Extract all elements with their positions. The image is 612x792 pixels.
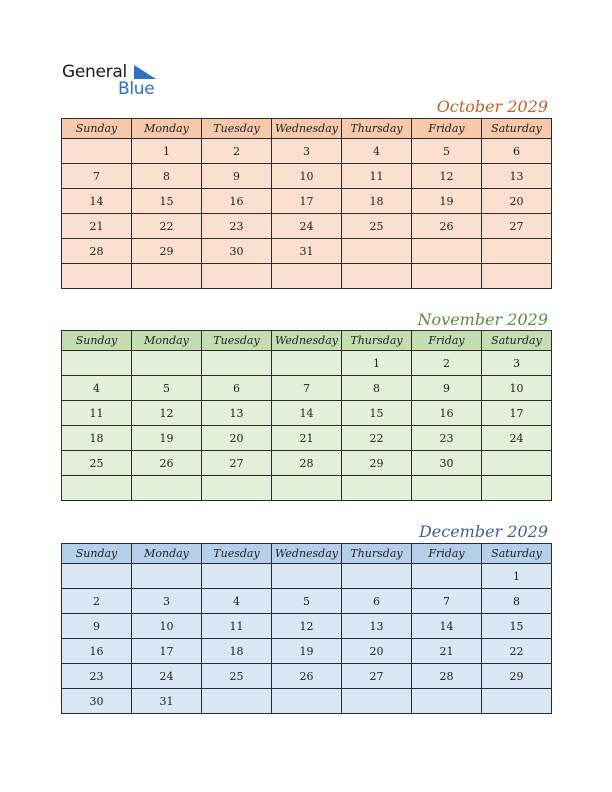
- day-cell: 28: [272, 451, 342, 476]
- day-cell: [482, 264, 552, 289]
- day-cell: [272, 476, 342, 501]
- month-grid: [61, 543, 552, 714]
- day-cell: [412, 239, 482, 264]
- day-cell: 15: [482, 614, 552, 639]
- day-cell: 16: [412, 401, 482, 426]
- week-row: [62, 214, 552, 239]
- day-cell: 2: [412, 351, 482, 376]
- day-cell: 11: [62, 401, 132, 426]
- day-cell: 29: [482, 664, 552, 689]
- day-cell: 18: [342, 189, 412, 214]
- day-cell: 18: [62, 426, 132, 451]
- day-cell: [342, 689, 412, 714]
- day-cell: 27: [342, 664, 412, 689]
- day-cell: [342, 239, 412, 264]
- day-cell: [202, 476, 272, 501]
- day-cell: 1: [342, 351, 412, 376]
- weekday-header-row: [62, 544, 552, 564]
- day-cell: 21: [412, 639, 482, 664]
- day-cell: 24: [482, 426, 552, 451]
- weekday-header: Friday: [412, 544, 482, 564]
- day-cell: 11: [202, 614, 272, 639]
- weekday-header: Monday: [132, 331, 202, 351]
- day-cell: [62, 351, 132, 376]
- day-cell: 8: [482, 589, 552, 614]
- day-cell: 14: [412, 614, 482, 639]
- day-cell: 13: [202, 401, 272, 426]
- day-cell: 12: [132, 401, 202, 426]
- day-cell: 28: [62, 239, 132, 264]
- day-cell: 27: [202, 451, 272, 476]
- day-cell: 16: [202, 189, 272, 214]
- day-cell: 17: [482, 401, 552, 426]
- day-cell: 30: [202, 239, 272, 264]
- day-cell: 3: [132, 589, 202, 614]
- week-row: [62, 376, 552, 401]
- day-cell: 14: [62, 189, 132, 214]
- day-cell: 25: [62, 451, 132, 476]
- day-cell: 2: [202, 139, 272, 164]
- day-cell: [272, 689, 342, 714]
- day-cell: 10: [132, 614, 202, 639]
- day-cell: 26: [132, 451, 202, 476]
- day-cell: 1: [132, 139, 202, 164]
- day-cell: [342, 476, 412, 501]
- weekday-header: Monday: [132, 544, 202, 564]
- week-row: [62, 426, 552, 451]
- week-row: [62, 614, 552, 639]
- day-cell: [272, 264, 342, 289]
- day-cell: [62, 564, 132, 589]
- day-cell: 26: [272, 664, 342, 689]
- day-cell: 23: [202, 214, 272, 239]
- day-cell: 1: [482, 564, 552, 589]
- month-title: November 2029: [417, 310, 548, 329]
- day-cell: [482, 476, 552, 501]
- day-cell: [342, 264, 412, 289]
- day-cell: 5: [412, 139, 482, 164]
- day-cell: [412, 476, 482, 501]
- week-row: [62, 639, 552, 664]
- day-cell: 11: [342, 164, 412, 189]
- day-cell: 6: [342, 589, 412, 614]
- weekday-header-row: [62, 119, 552, 139]
- week-row: [62, 564, 552, 589]
- day-cell: 15: [342, 401, 412, 426]
- day-cell: 9: [412, 376, 482, 401]
- day-cell: 20: [342, 639, 412, 664]
- week-row: [62, 189, 552, 214]
- weekday-header: Saturday: [482, 544, 552, 564]
- day-cell: 8: [342, 376, 412, 401]
- day-cell: [202, 689, 272, 714]
- weekday-header: Sunday: [62, 119, 132, 139]
- day-cell: 23: [62, 664, 132, 689]
- day-cell: 5: [272, 589, 342, 614]
- week-row: [62, 689, 552, 714]
- day-cell: 13: [482, 164, 552, 189]
- day-cell: 30: [62, 689, 132, 714]
- week-row: [62, 139, 552, 164]
- week-row: [62, 451, 552, 476]
- day-cell: [202, 264, 272, 289]
- day-cell: 23: [412, 426, 482, 451]
- day-cell: [202, 351, 272, 376]
- day-cell: 29: [342, 451, 412, 476]
- day-cell: [482, 239, 552, 264]
- weekday-header: Thursday: [342, 119, 412, 139]
- month-grid: [61, 330, 552, 501]
- day-cell: 19: [132, 426, 202, 451]
- day-cell: [62, 139, 132, 164]
- weekday-header: Thursday: [342, 544, 412, 564]
- day-cell: 26: [412, 214, 482, 239]
- week-row: [62, 589, 552, 614]
- day-cell: [132, 564, 202, 589]
- day-cell: 10: [272, 164, 342, 189]
- weekday-header: Wednesday: [272, 544, 342, 564]
- day-cell: 24: [272, 214, 342, 239]
- day-cell: [202, 564, 272, 589]
- week-row: [62, 664, 552, 689]
- day-cell: 6: [482, 139, 552, 164]
- weekday-header: Friday: [412, 331, 482, 351]
- day-cell: 10: [482, 376, 552, 401]
- week-row: [62, 351, 552, 376]
- day-cell: 24: [132, 664, 202, 689]
- day-cell: 22: [482, 639, 552, 664]
- day-cell: 17: [272, 189, 342, 214]
- day-cell: 9: [202, 164, 272, 189]
- day-cell: 19: [272, 639, 342, 664]
- week-row: [62, 264, 552, 289]
- logo-text-general: General: [62, 62, 127, 82]
- weekday-header: Tuesday: [202, 331, 272, 351]
- day-cell: 6: [202, 376, 272, 401]
- day-cell: 25: [202, 664, 272, 689]
- day-cell: 3: [482, 351, 552, 376]
- weekday-header: Tuesday: [202, 119, 272, 139]
- day-cell: 15: [132, 189, 202, 214]
- day-cell: 30: [412, 451, 482, 476]
- week-row: [62, 401, 552, 426]
- day-cell: 2: [62, 589, 132, 614]
- day-cell: 21: [272, 426, 342, 451]
- day-cell: [412, 264, 482, 289]
- day-cell: 12: [412, 164, 482, 189]
- day-cell: 20: [202, 426, 272, 451]
- day-cell: 7: [62, 164, 132, 189]
- generalblue-logo: [62, 62, 162, 102]
- day-cell: 7: [272, 376, 342, 401]
- day-cell: 7: [412, 589, 482, 614]
- day-cell: 27: [482, 214, 552, 239]
- day-cell: 4: [202, 589, 272, 614]
- day-cell: [412, 564, 482, 589]
- day-cell: [132, 264, 202, 289]
- day-cell: [62, 264, 132, 289]
- day-cell: 20: [482, 189, 552, 214]
- weekday-header: Thursday: [342, 331, 412, 351]
- day-cell: [132, 351, 202, 376]
- weekday-header: Wednesday: [272, 331, 342, 351]
- day-cell: 4: [62, 376, 132, 401]
- day-cell: [132, 476, 202, 501]
- weekday-header: Monday: [132, 119, 202, 139]
- day-cell: 5: [132, 376, 202, 401]
- day-cell: 28: [412, 664, 482, 689]
- day-cell: 3: [272, 139, 342, 164]
- day-cell: 13: [342, 614, 412, 639]
- logo-triangle-icon: [134, 65, 158, 79]
- day-cell: [342, 564, 412, 589]
- day-cell: 14: [272, 401, 342, 426]
- day-cell: 17: [132, 639, 202, 664]
- day-cell: 8: [132, 164, 202, 189]
- day-cell: 22: [132, 214, 202, 239]
- weekday-header-row: [62, 331, 552, 351]
- weekday-header: Saturday: [482, 331, 552, 351]
- month-title: October 2029: [436, 97, 548, 116]
- logo-text-blue: Blue: [118, 79, 155, 99]
- weekday-header: Sunday: [62, 331, 132, 351]
- day-cell: 18: [202, 639, 272, 664]
- day-cell: 29: [132, 239, 202, 264]
- day-cell: 4: [342, 139, 412, 164]
- day-cell: [482, 451, 552, 476]
- day-cell: 19: [412, 189, 482, 214]
- day-cell: [62, 476, 132, 501]
- day-cell: 21: [62, 214, 132, 239]
- day-cell: [412, 689, 482, 714]
- weekday-header: Saturday: [482, 119, 552, 139]
- day-cell: 31: [272, 239, 342, 264]
- week-row: [62, 476, 552, 501]
- week-row: [62, 164, 552, 189]
- month-title: December 2029: [418, 522, 548, 541]
- day-cell: 31: [132, 689, 202, 714]
- weekday-header: Sunday: [62, 544, 132, 564]
- weekday-header: Tuesday: [202, 544, 272, 564]
- month-grid: [61, 118, 552, 289]
- weekday-header: Friday: [412, 119, 482, 139]
- week-row: [62, 239, 552, 264]
- day-cell: 22: [342, 426, 412, 451]
- day-cell: [272, 564, 342, 589]
- day-cell: [482, 689, 552, 714]
- day-cell: 9: [62, 614, 132, 639]
- day-cell: 25: [342, 214, 412, 239]
- day-cell: 12: [272, 614, 342, 639]
- weekday-header: Wednesday: [272, 119, 342, 139]
- day-cell: 16: [62, 639, 132, 664]
- day-cell: [272, 351, 342, 376]
